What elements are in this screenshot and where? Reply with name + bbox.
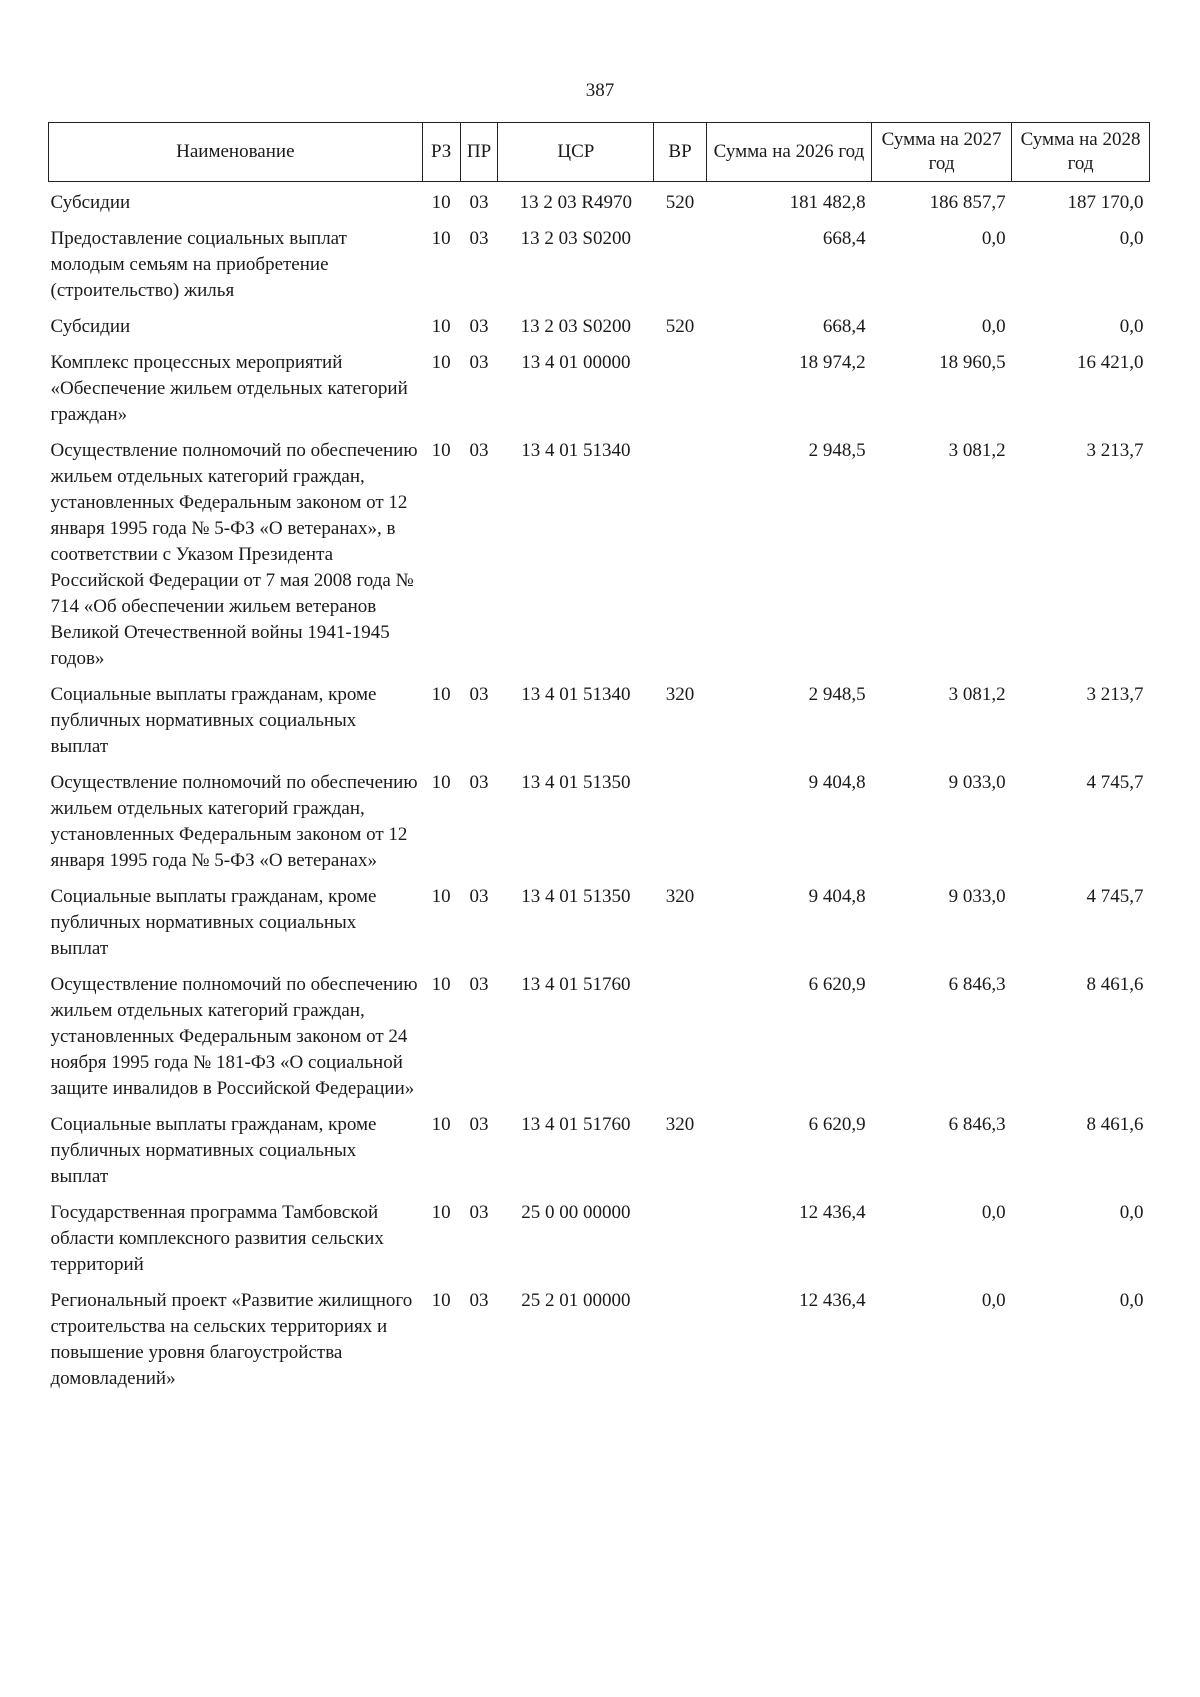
cell-pr: 03	[469, 684, 489, 705]
cell-rz: 10	[431, 684, 451, 705]
table-row	[49, 878, 1150, 966]
cell-rz: 10	[431, 772, 451, 793]
cell-pr: 03	[469, 886, 489, 907]
cell-name: Социальные выплаты гражданам, кроме публичных нормативных социальных выплат	[50, 886, 377, 959]
cell-rz: 10	[431, 352, 451, 373]
cell-csr: 13 4 01 51350	[521, 886, 631, 907]
cell-csr: 13 4 01 51760	[521, 974, 631, 995]
cell-rz: 10	[431, 886, 451, 907]
cell-name: Осуществление полномочий по обеспечению жильем отдельных категорий граждан, установленных Федеральным законом от 12 января 1995 года № 5-ФЗ «О ветеранах»	[50, 772, 418, 871]
cell-sum-2028: 4 745,7	[1086, 772, 1144, 793]
cell-vr	[654, 1282, 707, 1396]
cell-vr	[654, 220, 707, 308]
cell-sum-2028: 3 213,7	[1086, 440, 1144, 461]
cell-vr	[654, 966, 707, 1106]
table-row	[49, 432, 1150, 676]
table-row	[49, 676, 1150, 764]
cell-sum-2028: 3 213,7	[1086, 684, 1144, 705]
cell-sum-2027: 186 857,7	[929, 192, 1006, 213]
cell-vr: 520	[665, 316, 695, 337]
cell-sum-2027: 3 081,2	[948, 684, 1006, 705]
cell-pr: 03	[469, 1290, 489, 1311]
cell-csr: 13 4 01 00000	[521, 352, 631, 373]
cell-vr	[654, 344, 707, 432]
cell-sum-2027: 6 846,3	[948, 1114, 1006, 1135]
cell-vr: 320	[665, 886, 695, 907]
cell-pr: 03	[469, 974, 489, 995]
cell-vr	[654, 764, 707, 878]
cell-sum-2026: 12 436,4	[799, 1290, 866, 1311]
cell-csr: 13 4 01 51340	[521, 684, 631, 705]
table-row	[49, 764, 1150, 878]
cell-rz: 10	[431, 1202, 451, 1223]
table-row	[49, 344, 1150, 432]
cell-csr: 13 2 03 R4970	[519, 192, 633, 213]
cell-sum-2026: 2 948,5	[808, 684, 866, 705]
cell-sum-2027: 9 033,0	[948, 772, 1006, 793]
cell-name: Субсидии	[50, 316, 131, 337]
cell-sum-2028: 0,0	[1119, 228, 1144, 249]
cell-pr: 03	[469, 228, 489, 249]
cell-sum-2026: 668,4	[822, 316, 866, 337]
header-sum-2028: Сумма на 2028 год	[1012, 123, 1150, 182]
cell-sum-2028: 16 421,0	[1077, 352, 1144, 373]
cell-sum-2028: 0,0	[1119, 1290, 1144, 1311]
cell-vr: 320	[665, 684, 695, 705]
cell-sum-2026: 181 482,8	[789, 192, 866, 213]
header-vr: ВР	[654, 123, 707, 182]
cell-name: Социальные выплаты гражданам, кроме публичных нормативных социальных выплат	[50, 684, 377, 757]
cell-rz: 10	[431, 192, 451, 213]
cell-sum-2026: 18 974,2	[799, 352, 866, 373]
cell-name: Государственная программа Тамбовской области комплексного развития сельских территорий	[50, 1202, 384, 1275]
header-pr: ПР	[460, 123, 498, 182]
cell-rz: 10	[431, 228, 451, 249]
header-sum-2027: Сумма на 2027 год	[872, 123, 1012, 182]
cell-sum-2026: 6 620,9	[808, 974, 866, 995]
table-row	[49, 182, 1150, 221]
table-row	[49, 966, 1150, 1106]
cell-sum-2026: 9 404,8	[808, 772, 866, 793]
cell-name: Предоставление социальных выплат молодым семьям на приобретение (строительство) жилья	[50, 228, 347, 301]
table-header	[49, 123, 1150, 182]
cell-pr: 03	[469, 772, 489, 793]
cell-name: Комплекс процессных мероприятий «Обеспечение жильем отдельных категорий граждан»	[50, 352, 408, 425]
cell-sum-2028: 0,0	[1119, 1202, 1144, 1223]
cell-pr: 03	[469, 352, 489, 373]
cell-csr: 13 4 01 51760	[521, 1114, 631, 1135]
cell-rz: 10	[431, 974, 451, 995]
cell-rz: 10	[431, 1290, 451, 1311]
cell-sum-2027: 3 081,2	[948, 440, 1006, 461]
header-csr: ЦСР	[498, 123, 654, 182]
cell-name: Осуществление полномочий по обеспечению жильем отдельных категорий граждан, установленных Федеральным законом от 24 ноября 1995 года № 181-ФЗ «О социальной защите инвалидов в Российской Федерации»	[50, 974, 418, 1099]
cell-sum-2028: 8 461,6	[1086, 1114, 1144, 1135]
table-row	[49, 220, 1150, 308]
cell-sum-2028: 8 461,6	[1086, 974, 1144, 995]
cell-csr: 13 2 03 S0200	[520, 228, 631, 249]
cell-csr: 25 0 00 00000	[521, 1202, 631, 1223]
table-body	[49, 182, 1150, 1397]
budget-table	[48, 122, 1150, 1396]
cell-sum-2027: 0,0	[981, 1290, 1006, 1311]
cell-name: Осуществление полномочий по обеспечению жильем отдельных категорий граждан, установленных Федеральным законом от 12 января 1995 года № 5-ФЗ «О ветеранах», в соответствии с Указом Президента Российской Федерации от 7 мая 2008 года № 714 «Об обеспечении жильем ветеранов Великой Отечественной войны 1941-1945 годов»	[50, 440, 418, 669]
cell-sum-2026: 668,4	[822, 228, 866, 249]
cell-name: Социальные выплаты гражданам, кроме публичных нормативных социальных выплат	[50, 1114, 377, 1187]
cell-vr: 320	[665, 1114, 695, 1135]
cell-sum-2027: 0,0	[981, 1202, 1006, 1223]
cell-rz: 10	[431, 316, 451, 337]
header-sum-2026: Сумма на 2026 год	[706, 123, 871, 182]
cell-sum-2027: 0,0	[981, 228, 1006, 249]
cell-sum-2026: 6 620,9	[808, 1114, 866, 1135]
cell-rz: 10	[431, 1114, 451, 1135]
cell-vr: 520	[665, 192, 695, 213]
cell-vr	[654, 1194, 707, 1282]
cell-csr: 13 4 01 51350	[521, 772, 631, 793]
cell-sum-2027: 6 846,3	[948, 974, 1006, 995]
cell-pr: 03	[469, 1114, 489, 1135]
cell-pr: 03	[469, 316, 489, 337]
cell-sum-2028: 0,0	[1119, 316, 1144, 337]
page-number: 387	[585, 80, 615, 101]
table-row	[49, 1282, 1150, 1396]
header-name: Наименование	[49, 123, 423, 182]
cell-sum-2027: 18 960,5	[939, 352, 1006, 373]
cell-sum-2027: 0,0	[981, 316, 1006, 337]
cell-rz: 10	[431, 440, 451, 461]
cell-csr: 13 2 03 S0200	[520, 316, 631, 337]
cell-sum-2026: 12 436,4	[799, 1202, 866, 1223]
cell-name: Региональный проект «Развитие жилищного строительства на сельских территориях и повышение уровня благоустройства домовладений»	[50, 1290, 413, 1389]
cell-sum-2026: 2 948,5	[808, 440, 866, 461]
cell-pr: 03	[469, 440, 489, 461]
cell-csr: 25 2 01 00000	[521, 1290, 631, 1311]
cell-name: Субсидии	[50, 192, 131, 213]
cell-vr	[654, 432, 707, 676]
cell-sum-2026: 9 404,8	[808, 886, 866, 907]
table-row	[49, 1194, 1150, 1282]
cell-pr: 03	[469, 192, 489, 213]
header-rz: РЗ	[422, 123, 460, 182]
cell-sum-2027: 9 033,0	[948, 886, 1006, 907]
cell-csr: 13 4 01 51340	[521, 440, 631, 461]
cell-sum-2028: 4 745,7	[1086, 886, 1144, 907]
table-row	[49, 308, 1150, 344]
table-row	[49, 1106, 1150, 1194]
cell-sum-2028: 187 170,0	[1067, 192, 1144, 213]
cell-pr: 03	[469, 1202, 489, 1223]
